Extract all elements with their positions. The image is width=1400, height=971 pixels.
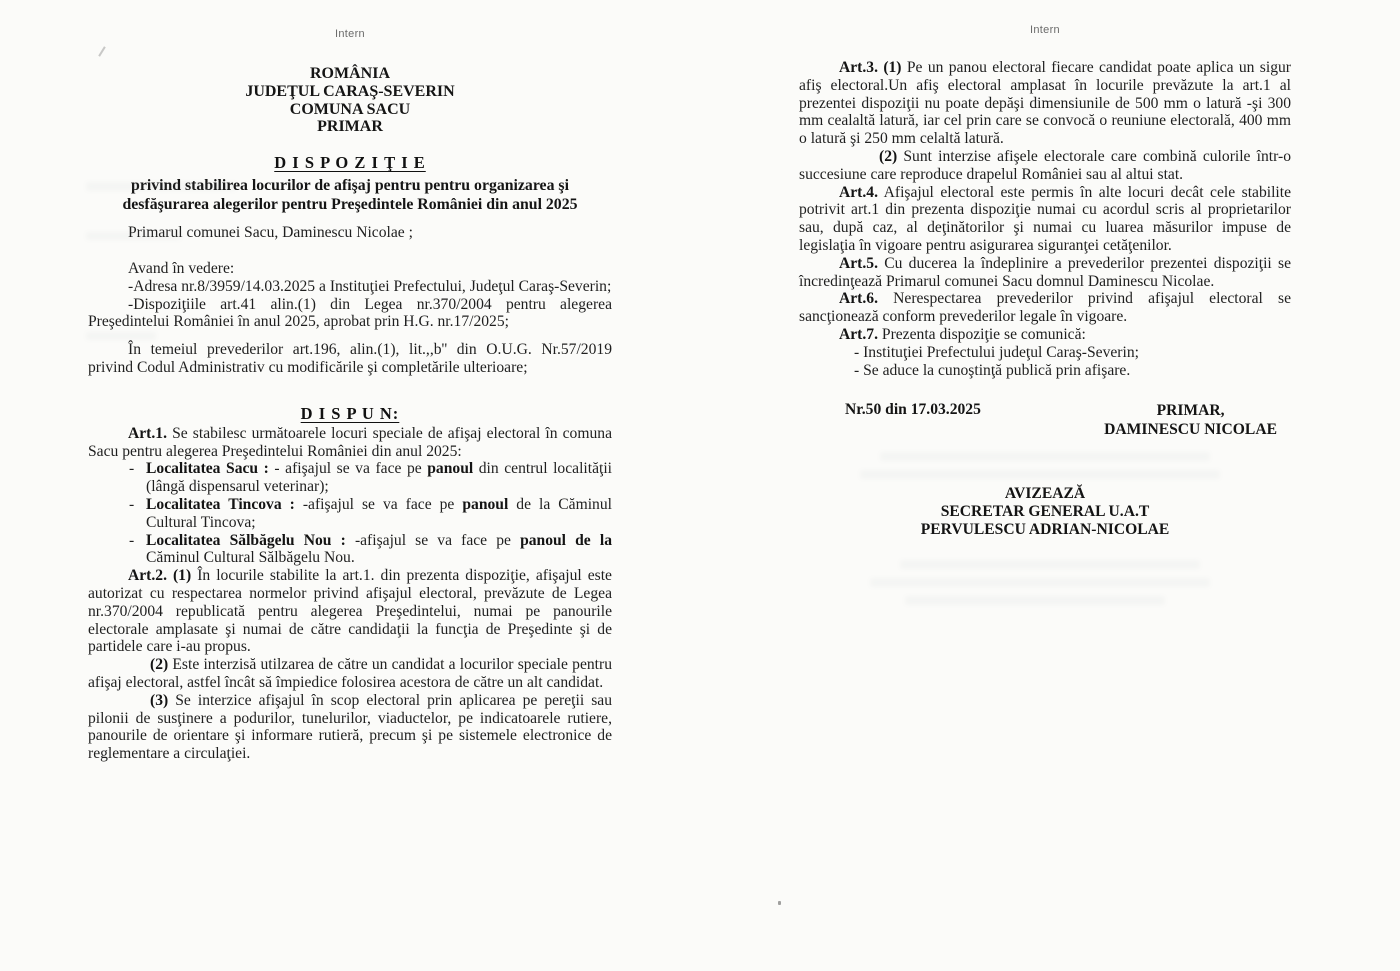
article-3-paragraph-1	[799, 59, 1291, 148]
location-name: Localitatea Sacu :	[146, 460, 269, 478]
article-1-label: Art.1.	[128, 424, 167, 442]
bleed-through-artifact	[870, 578, 1210, 587]
communication-item-prefect: - Instituţiei Prefectului judeţul Caraş-Severin;	[854, 343, 1139, 361]
article-2-paragraph-1	[88, 567, 612, 656]
article-6	[799, 290, 1291, 326]
article-1	[88, 425, 612, 461]
document-subtitle	[88, 176, 612, 214]
scan-speck-artifact	[778, 901, 781, 905]
article-5-text: Cu ducerea la îndeplinire a prevederilor prezentei dispoziţii se încredinţează Primarul comunei Sacu domnul Daminescu Nicolae.	[799, 254, 1291, 290]
paragraph-legal-basis: În temeiul prevederilor art.196, alin.(1), lit.,,b'' din O.U.G. Nr.57/2019 privind Codul Administrativ cu modificările şi completările ulterioare;	[88, 341, 612, 376]
article-4-label: Art.4.	[839, 183, 878, 201]
communication-item-public: - Se aduce la cunoştinţă publică prin afişare.	[854, 361, 1131, 379]
location-bold-word: panoul	[427, 460, 474, 478]
location-item-sacu	[88, 460, 612, 496]
article-7	[799, 326, 1291, 344]
paragraph-having-regard: Avand în vedere:	[128, 259, 235, 277]
header-country: ROMÂNIA	[310, 65, 390, 82]
paragraph-intro: Primarul comunei Sacu, Daminescu Nicolae ;	[128, 224, 413, 242]
bullet-dash: -	[129, 460, 135, 478]
article-2-2-label: (2)	[150, 656, 169, 674]
header-office: PRIMAR	[317, 118, 383, 136]
article-1-text: Se stabilesc următoarele locuri speciale de afişaj electoral în comuna Sacu pentru alegerea Preşedintelui României din anul 2025:	[88, 424, 612, 460]
article-4-text: Afişajul electoral este permis în alte locuri decât cele stabilite potrivit art.1 din prezenta dispoziţie numai cu acordul scris al proprietarilor sau, după caz, al deţinătorilor şi numai cu luarea măsurilor impuse de legislaţia în vigoare pentru asigurarea siguranţei cetăţenilor.	[799, 183, 1291, 254]
article-4	[799, 184, 1291, 255]
bullet-dash: -	[129, 495, 135, 513]
location-text-rest: de la Căminul Cultural Tincova;	[146, 495, 612, 531]
mayor-title: PRIMAR,	[1156, 402, 1225, 420]
subtitle-line-1: privind stabilirea locurilor de afişaj pentru pentru organizarea şi	[131, 177, 569, 195]
article-7-text: Prezenta dispoziţie se comunică:	[881, 325, 1086, 343]
bullet-dash: -	[129, 531, 135, 549]
location-bold-word: panoul	[462, 495, 509, 513]
subtitle-line-2: desfăşurarea alegerilor pentru Preşedintele României din anul 2025	[122, 196, 578, 214]
article-2-paragraph-3	[88, 692, 612, 763]
location-text-rest: Căminul Cultural Sălbăgelu Nou.	[146, 549, 355, 567]
location-text: -afişajul se va face pe	[302, 495, 463, 513]
article-2-3-text: Se interzice afişajul în scop electoral prin aplicarea pe pereţii sau pilonii de susţinere a podurilor, tunelurilor, viaductelor, pe indicatoarele rutiere, panourile de orientare şi informare rutieră, precum şi pe sistemele electronice de reglementare a circulaţiei.	[88, 691, 613, 763]
location-text-rest: din centrul localităţii (lângă dispensarul veterinar);	[146, 460, 612, 496]
location-text: - afişajul se va face pe	[274, 460, 428, 478]
header-county: JUDEŢUL CARAŞ-SEVERIN	[245, 82, 455, 100]
location-item-tincova	[88, 496, 612, 532]
header-commune: COMUNA SACU	[289, 100, 411, 118]
article-3-label: Art.3. (1)	[839, 59, 902, 76]
secretary-title: SECRETAR GENERAL U.A.T	[940, 503, 1150, 521]
signature-row	[799, 401, 1291, 439]
article-2-paragraph-2	[88, 656, 612, 692]
page-left	[88, 28, 612, 763]
paragraph-reference-1: -Adresa nr.8/3959/14.03.2025 a Instituţiei Prefectului, Judeţul Caraş-Severin;	[128, 277, 612, 295]
article-5-label: Art.5.	[839, 254, 878, 272]
article-7-label: Art.7.	[839, 325, 878, 343]
location-name: Localitatea Tincova :	[146, 495, 295, 513]
paragraph-reference-2: -Dispoziţiile art.41 alin.(1) din Legea nr.370/2004 pentru alegerea Preşedintelui României în anul 2025, aprobat prin H.G. nr.17/2025;	[88, 295, 612, 331]
article-2-2-text: Este interzisă utilzarea de către un candidat a locurilor speciale pentru afişaj electoral, astfel încât să împiedice folosirea acestora de către un alt candidat.	[88, 656, 612, 691]
article-2-text: În locurile stabilite la art.1. din prezenta dispoziţie, afişajul este autorizat cu respectarea normelor privind afişajul electoral, prevăzute de Legea nr.370/2004 republicată pentru alegerea Preşedintelui, numai pe panourile electorale amplasate şi numai de către candidaţii la funcţia de Preşedinte şi de partidele care i-au propus.	[88, 567, 612, 656]
location-bold-word: panoul de la	[520, 531, 612, 549]
article-2-label: Art.2. (1)	[128, 567, 192, 585]
article-3-paragraph-2	[799, 148, 1291, 184]
mayor-signature-block	[1104, 401, 1277, 439]
bleed-through-artifact	[905, 596, 1165, 605]
mayor-name: DAMINESCU NICOLAE	[1104, 421, 1277, 439]
article-5	[799, 255, 1291, 291]
page-right	[799, 24, 1291, 539]
document-title: D I S P O Z I Ţ I E	[274, 153, 426, 173]
bleed-through-artifact	[900, 560, 1200, 569]
document-number-date: Nr.50 din 17.03.2025	[845, 401, 981, 419]
article-6-label: Art.6.	[839, 290, 878, 308]
dispun-heading: D I S P U N:	[300, 403, 400, 423]
article-3-text: Pe un panou electoral fiecare candidat poate aplica un sigur afiş electoral.Un afiş electoral amplasat în locurile prevăzute la art.1 al prezentei dispoziţii nu poate depăşi dimensiunile de 500 mm o latură -şi 300 mm cealaltă latură, iar cel prin care se convocă o reuniune electorală, 400 mm o latură şi 250 mm celaltă latură.	[799, 59, 1291, 148]
location-name: Localitatea Sălbăgelu Nou :	[146, 531, 346, 549]
article-3-2-label: (2)	[879, 147, 898, 165]
internal-marking-right: Intern	[1030, 24, 1060, 36]
issuer-header	[88, 65, 612, 136]
location-text: -afişajul se va face pe	[354, 531, 521, 549]
internal-marking-left: Intern	[335, 28, 365, 40]
location-item-salbagelu-nou	[88, 532, 612, 568]
article-3-2-text: Sunt interzise afişele electorale care combină culorile într-o succesiune care reproduce drapelul României sau al altui stat.	[799, 147, 1291, 183]
article-6-text: Nerespectarea prevederilor privind afişajul electoral se sancţionează conform prevederilor legale în vigoare.	[799, 290, 1291, 326]
endorsement-label: AVIZEAZĂ	[1004, 485, 1086, 503]
secretary-name: PERVULESCU ADRIAN-NICOLAE	[920, 521, 1170, 539]
endorsement-block	[799, 485, 1291, 539]
article-2-3-label: (3)	[150, 691, 169, 709]
